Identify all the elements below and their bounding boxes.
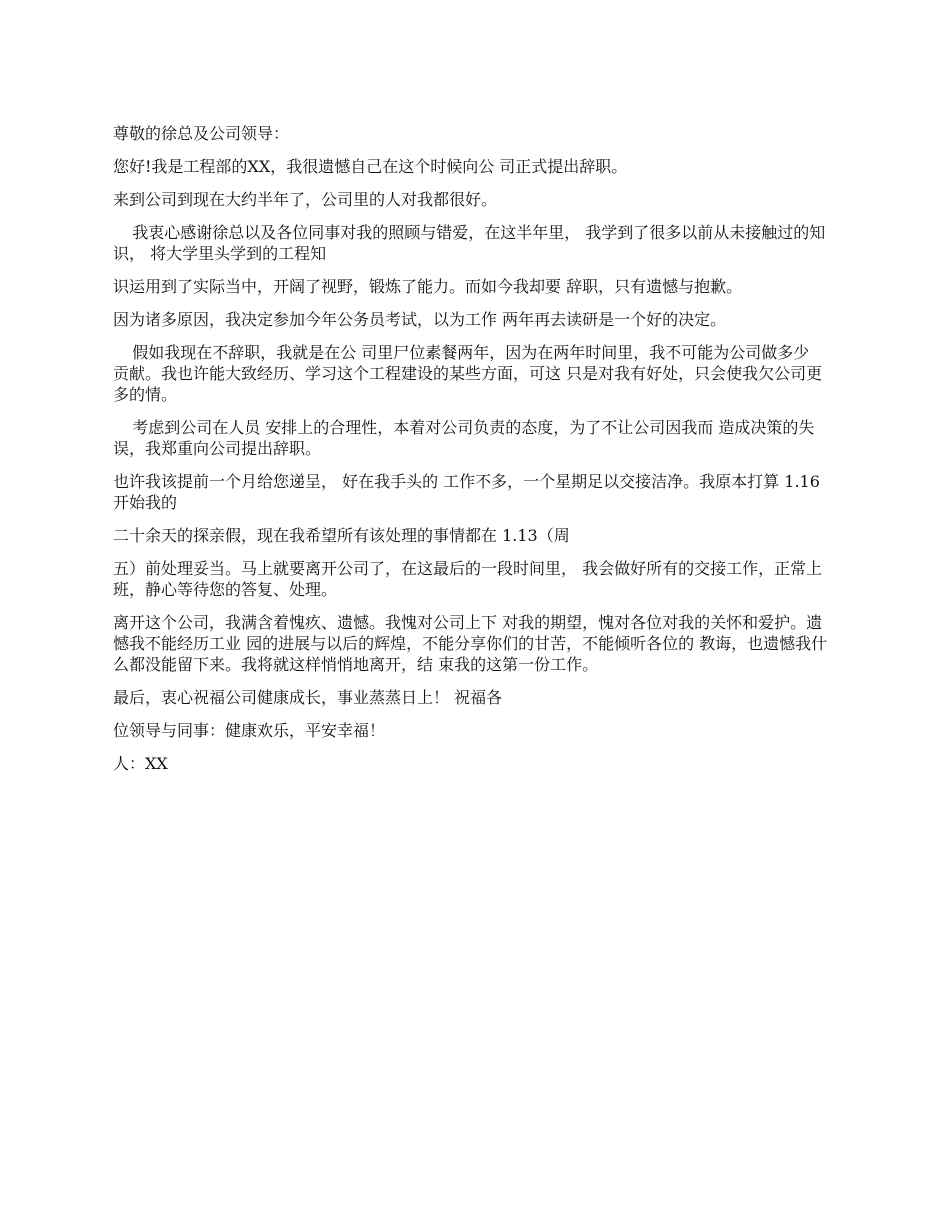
- letter-paragraph: 因为诸多原因，我决定参加今年公务员考试，以为工作 两年再去读研是一个好的决定。: [113, 310, 727, 329]
- letter-paragraph: 识运用到了实际当中，开阔了视野，锻炼了能力。而如今我却要 辞职，只有遗憾与抱歉。: [113, 277, 743, 296]
- letter-closing: 位领导与同事：健康欢乐，平安幸福！: [113, 721, 386, 740]
- letter-paragraph: 离开这个公司，我满含着愧疚、遗憾。我愧对公司上下 对我的期望，愧对各位对我的关怀和爱护。遗憾我不能经历工业 园的进展与以后的辉煌，不能分享你们的甘苦，不能倾听各位的 教诲，也遗憾我什么都没能留下来。我将就这样悄悄地离开，结 束我的这第一份工作。: [113, 613, 828, 674]
- letter-closing: 最后，衷心祝福公司健康成长，事业蒸蒸日上！ 祝福各: [113, 688, 503, 707]
- letter-greeting: 尊敬的徐总及公司领导：: [113, 124, 290, 143]
- letter-paragraph: 我衷心感谢徐总以及各位同事对我的照顾与错爱，在这半年里， 我学到了很多以前从未接触过的知识， 将大学里头学到的工程知: [113, 223, 826, 263]
- letter-paragraph: 二十余天的探亲假，现在我希望所有该处理的事情都在 1.13（周: [113, 526, 570, 545]
- letter-paragraph: 考虑到公司在人员 安排上的合理性，本着对公司负责的态度，为了不让公司因我而 造成决策的失误，我郑重向公司提出辞职。: [113, 418, 815, 458]
- letter-signature: 人：XX: [113, 754, 168, 773]
- letter-paragraph: 您好!我是工程部的XX，我很遗憾自己在这个时候向公 司正式提出辞职。: [113, 157, 628, 176]
- letter-paragraph: 五）前处理妥当。马上就要离开公司了，在这最后的一段时间里， 我会做好所有的交接工作，正常上班，静心等待您的答复、处理。: [113, 559, 823, 599]
- letter-body: [113, 123, 829, 786]
- letter-paragraph: 假如我现在不辞职，我就是在公 司里尸位素餐两年，因为在两年时间里，我不可能为公司做多少 贡献。我也许能大致经历、学习这个工程建设的某些方面，可这 只是对我有好处，只会使我欠公司更多的情。: [113, 343, 823, 404]
- letter-paragraph: 也许我该提前一个月给您递呈， 好在我手头的 工作不多，一个星期足以交接洁净。我原本打算 1.16 开始我的: [113, 472, 820, 512]
- letter-paragraph: 来到公司到现在大约半年了，公司里的人对我都很好。: [113, 190, 498, 209]
